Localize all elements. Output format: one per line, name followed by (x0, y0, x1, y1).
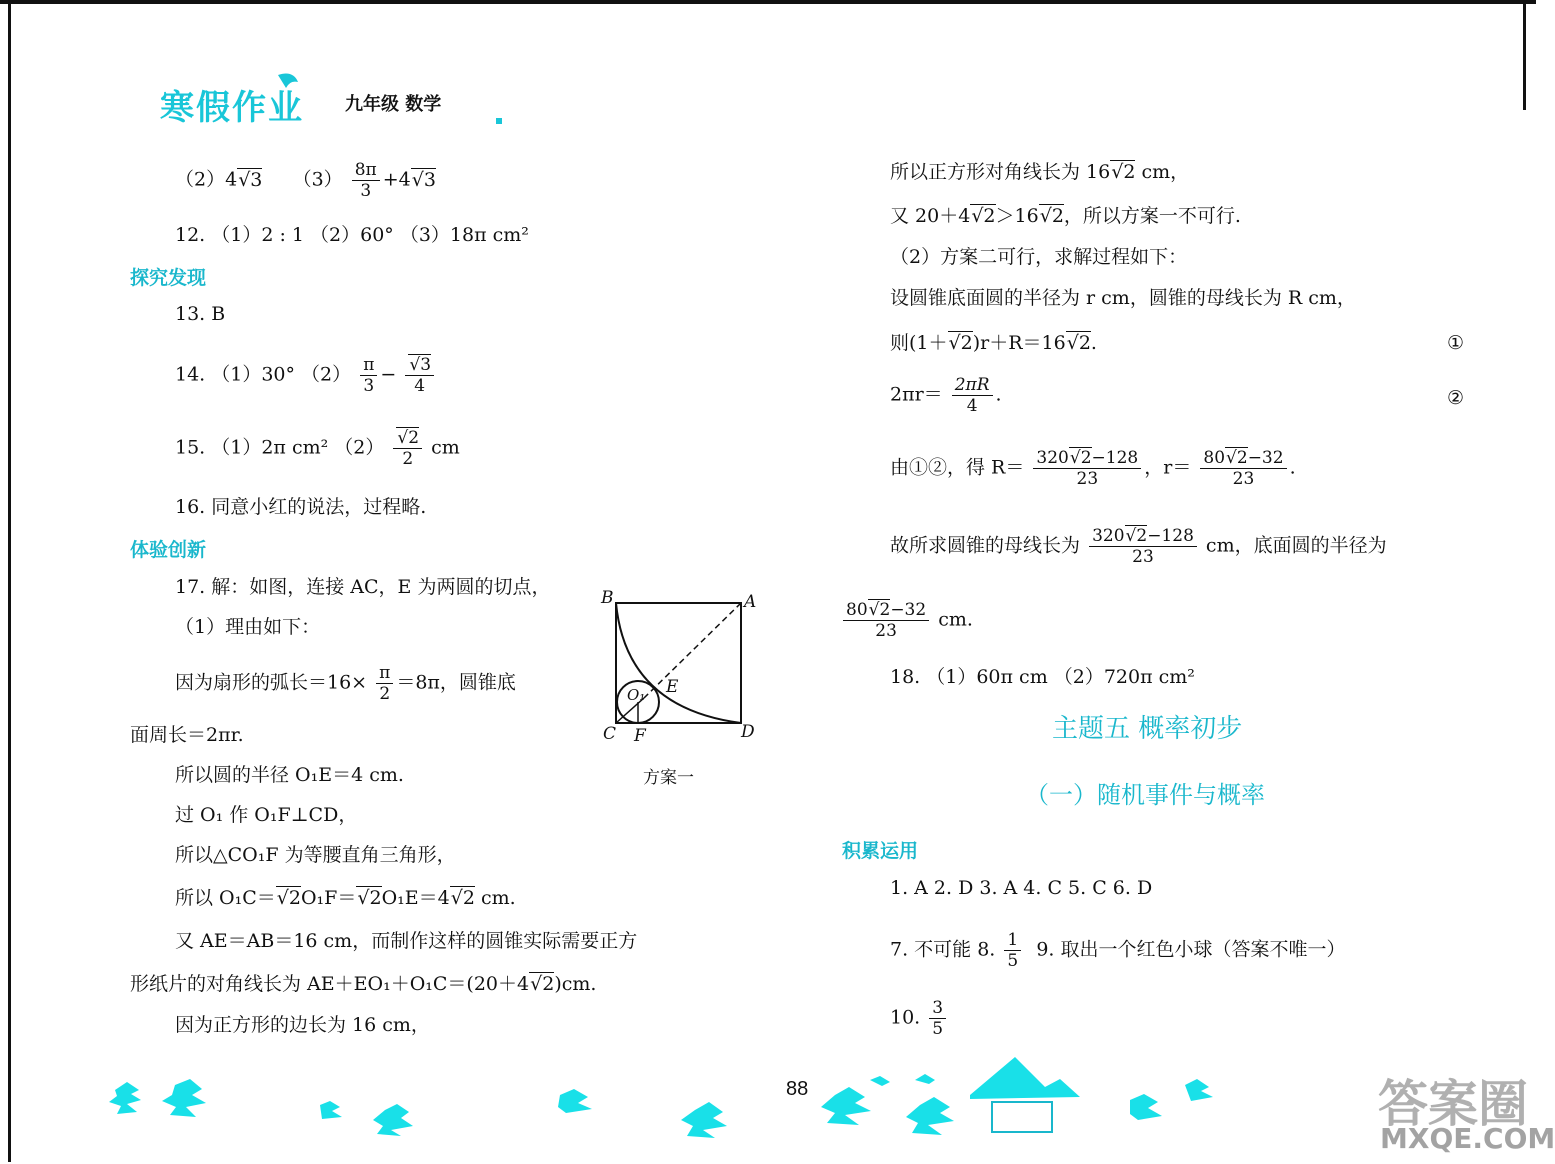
answer-17-line8: 又 AE＝AB＝16 cm，而制作这样的圆锥实际需要正方 (175, 930, 638, 952)
answer-17-line6: 所以△CO₁F 为等腰直角三角形， (175, 844, 456, 866)
figure-caption: 方案一 (643, 768, 694, 788)
watermark-url: MXQE.COM (1380, 1122, 1555, 1155)
fig-label-f: F (634, 726, 646, 746)
brand-title: 寒假作业 (160, 88, 304, 128)
figure-plan-one (598, 588, 763, 748)
right-line1: 所以正方形对角线长为 16√ 2 cm， (890, 160, 1189, 184)
subtopic-title: （一）随机事件与概率 (1025, 781, 1265, 809)
answer-17-line7: 所以 O₁C＝√ 2O₁F＝√ 2O₁E＝4√ 2 cm. (175, 886, 516, 910)
answer-14: 14. （1）30° （2） $\frac{\pi}{3}$ − √ $\frac{3}{4}$ (175, 355, 437, 396)
answer-17-line2: 因为扇形的弧长＝16× $\frac{\pi}{2}$ ＝8π，圆锥底 (175, 663, 516, 704)
answer-13: 13. B (175, 303, 226, 325)
answer-11-line: （2）4√ 3 （3） $\frac{8\pi}{3}$ +4√ 3 (175, 160, 436, 201)
answer-12: 12. （1）2 : 1 （2）60° （3）18π cm² (175, 224, 529, 246)
answer-17-line9: 形纸片的对角线长为 AE＋EO₁＋O₁C＝(20＋4√ 2)cm. (130, 972, 596, 996)
right-line4: 设圆锥底面圆的半径为 r cm，圆锥的母线长为 R cm， (890, 287, 1356, 309)
answer-17-intro: 17. 解：如图，连接 AC，E 为两圆的切点， (175, 576, 551, 598)
answer-15: 15. （1）2π cm² （2） √ $\frac{2}{2}$ cm (175, 428, 460, 469)
square-sector-diagram (598, 588, 763, 748)
top-edge (0, 0, 1536, 4)
topic-title: 主题五 概率初步 (1052, 714, 1243, 744)
snowy-trees-house-icon (100, 1050, 1440, 1160)
section-experience: 体验创新 (130, 539, 207, 561)
right-line9: $\frac{80√ 2-32}{23}$ cm. (840, 600, 973, 641)
header-subtitle: 九年级 数学 (345, 94, 442, 115)
section-accumulate: 积累运用 (842, 840, 919, 862)
right-line6: 2πr＝ $\frac{2\pi R}{4}$ . (890, 375, 1002, 416)
answer-17-line10: 因为正方形的边长为 16 cm， (175, 1014, 430, 1036)
fig-label-b: B (601, 588, 614, 608)
fig-label-e: E (666, 677, 679, 697)
watermark-text: 答案圈 (1378, 1075, 1528, 1133)
fig-label-c: C (603, 724, 617, 744)
equation-marker-1: ① (1447, 332, 1465, 354)
right-line2: 又 20＋4√ 2＞16√ 2，所以方案一不可行. (890, 204, 1241, 228)
fig-label-a: A (744, 592, 757, 612)
right-binding-edge (1523, 0, 1536, 110)
page-number: 88 (786, 1078, 809, 1100)
section-explore: 探究发现 (130, 267, 207, 289)
equation-marker-2: ② (1447, 387, 1465, 409)
answer-17-line3: 面周长＝2πr. (130, 724, 244, 746)
right-line5: 则(1＋√ 2)r＋R＝16√ 2. (890, 331, 1097, 355)
footer-decoration (100, 1050, 1440, 1160)
right-line3: （2）方案二可行，求解过程如下： (890, 246, 1188, 268)
answer-17-line4: 所以圆的半径 O₁E＝4 cm. (175, 764, 404, 786)
answers-7-9: 7. 不可能 8. $\frac{1}{5}$ 9. 取出一个红色小球（答案不唯一） (890, 930, 1346, 971)
answer-18: 18. （1）60π cm （2）720π cm² (890, 666, 1195, 688)
right-line8: 故所求圆锥的母线长为 $\frac{320√ 2-128}{23}$ cm，底面圆的半径为 (890, 526, 1387, 567)
header-dot (496, 118, 502, 124)
left-binding-edge (0, 0, 11, 1162)
answer-16: 16. 同意小红的说法，过程略. (175, 496, 427, 518)
answer-10: 10. $\frac{3}{5}$ (890, 998, 949, 1039)
answers-1-6: 1. A 2. D 3. A 4. C 5. C 6. D (890, 877, 1153, 899)
right-line7: 由①②，得 R＝ $\frac{320√ 2-128}{23}$ ，r＝ $\frac{80√ 2-32}{23}$ . (890, 448, 1296, 489)
diagonal-ac (644, 603, 741, 698)
fig-label-o1: O₁ (627, 686, 646, 704)
fig-label-d: D (741, 722, 755, 742)
answer-17-line5: 过 O₁ 作 O₁F⊥CD， (175, 804, 358, 826)
answer-17-part1: （1）理由如下： (175, 616, 321, 638)
